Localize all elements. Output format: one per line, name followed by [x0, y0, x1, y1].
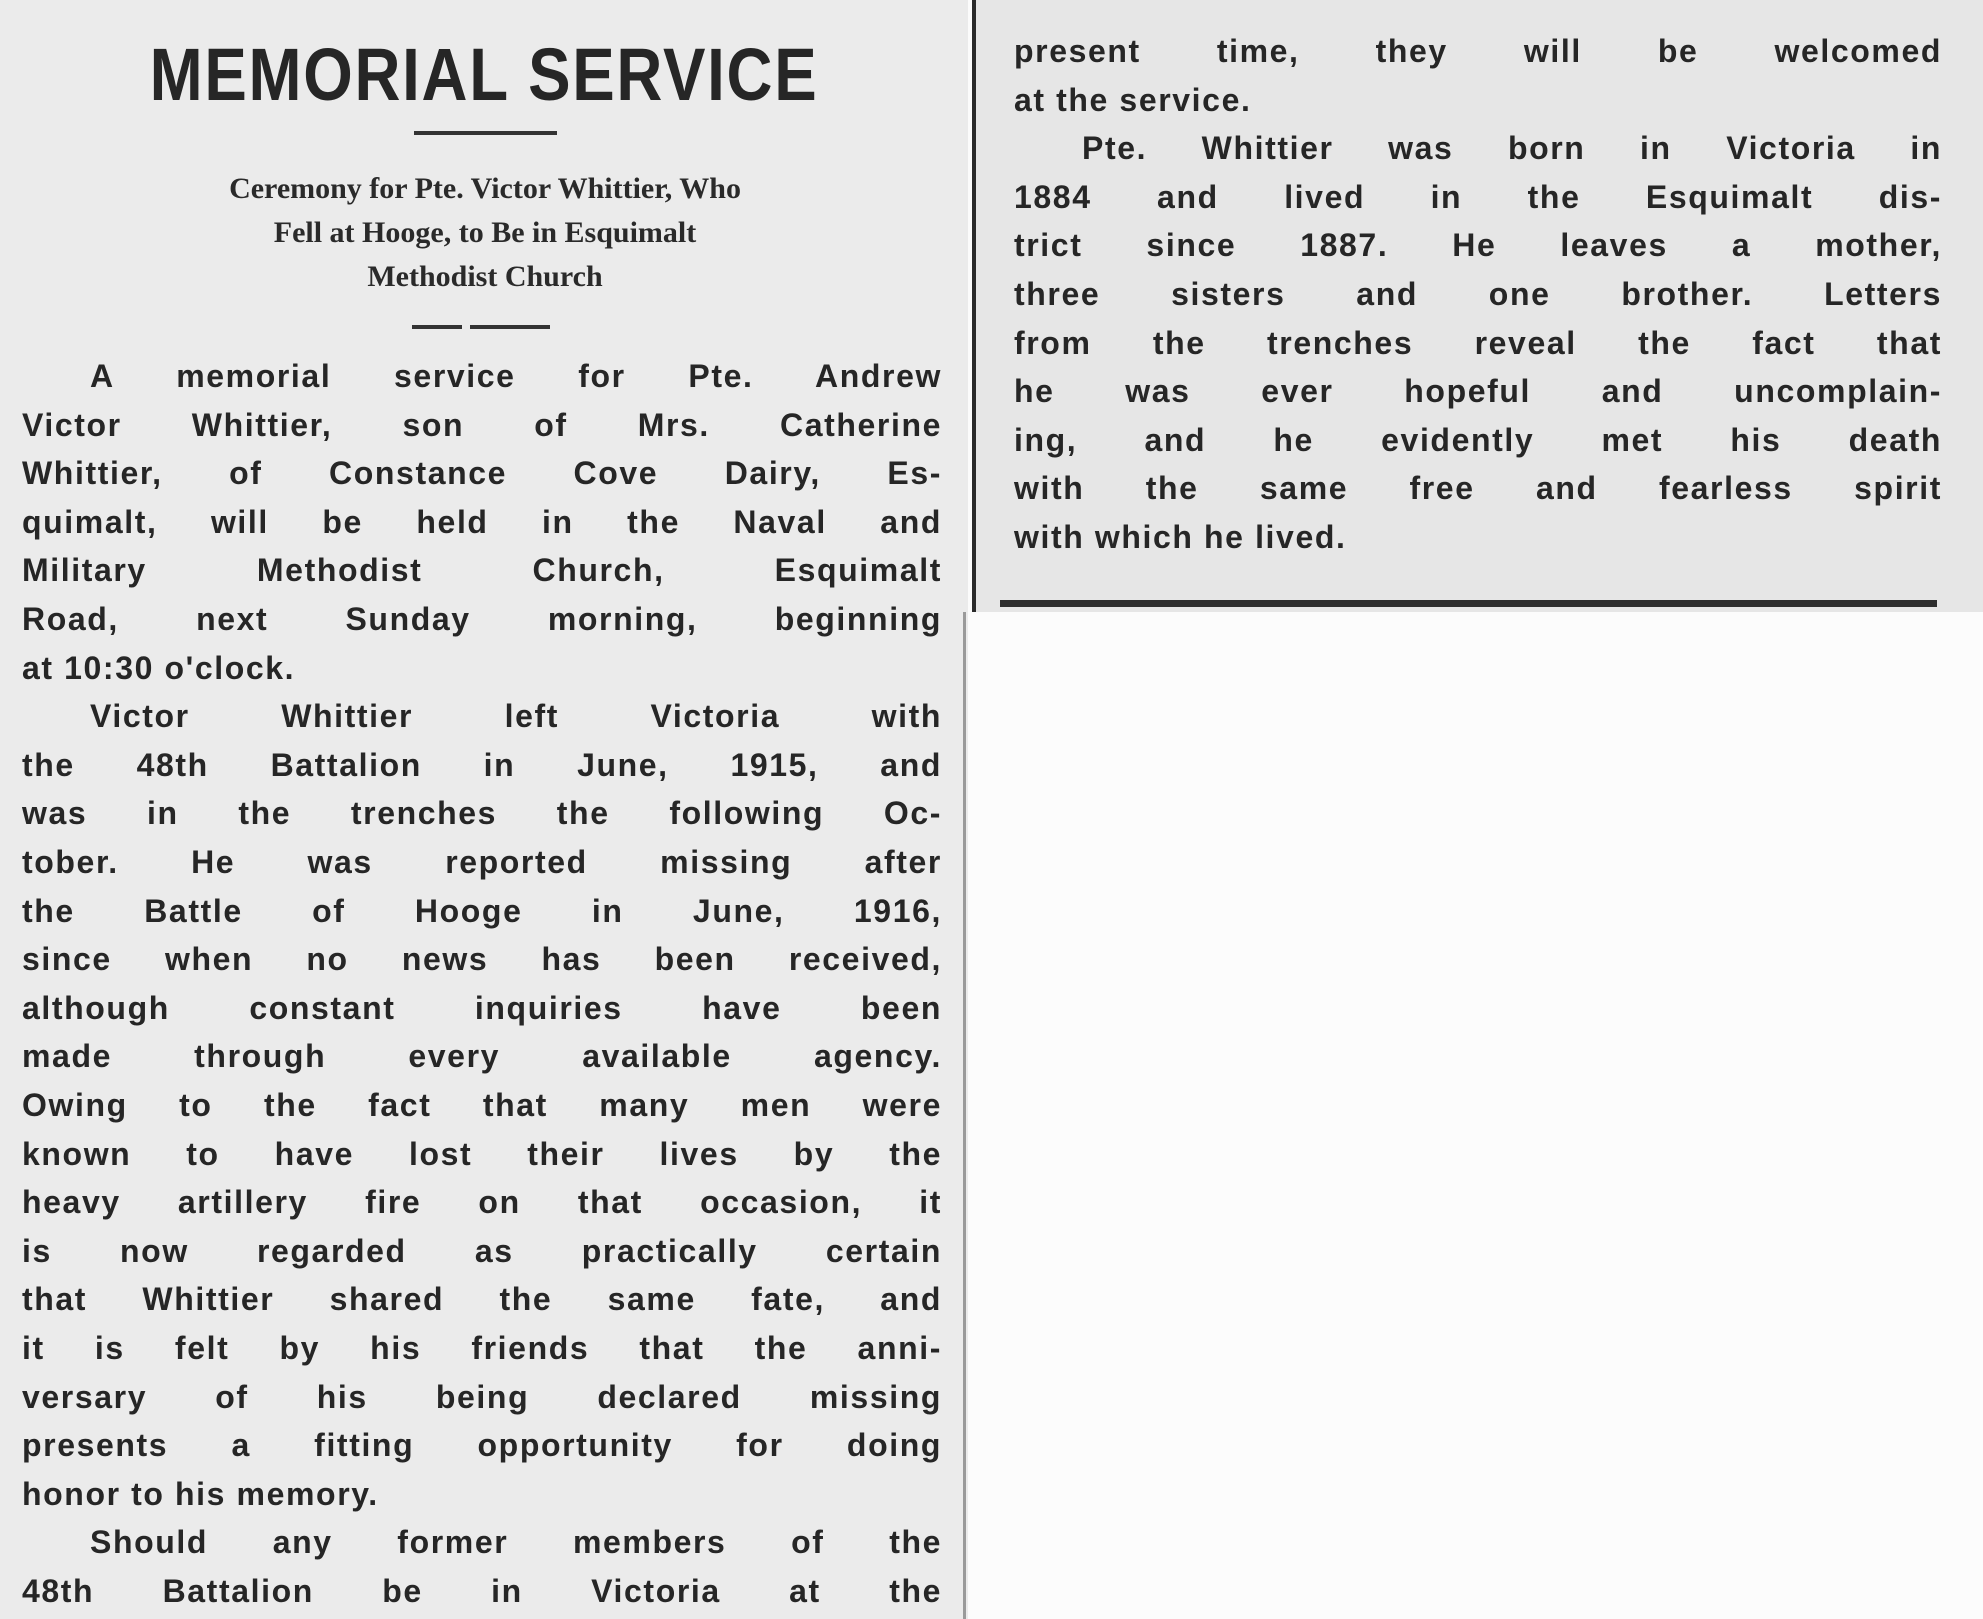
- article-text-line: is now regarded as practically certain: [22, 1232, 942, 1269]
- article-text-line: tober. He was reported missing after: [22, 844, 942, 880]
- article-text-line: three sisters and one brother. Letters: [1014, 276, 1942, 312]
- column-divider: [972, 0, 976, 612]
- subheadline-line: Fell at Hooge, to Be in Esquimalt: [273, 216, 697, 249]
- article-text-line: at 10:30 o'clock.: [22, 649, 296, 686]
- article-text-line: quimalt, will be held in the Naval and: [22, 503, 942, 540]
- article-text-line: present time, they will be welcomed: [1014, 33, 1942, 69]
- article-text-line: although constant inquiries have been: [22, 989, 942, 1026]
- article-text-line: since when no news has been received,: [22, 941, 942, 978]
- article-text-line: made through every available agency.: [22, 1038, 942, 1075]
- article-text-line: versary of his being declared missing: [22, 1378, 942, 1415]
- article-end-rule: [1000, 600, 1937, 607]
- article-text-line: the 48th Battalion in June, 1915, and: [22, 746, 942, 783]
- article-text-line: Whittier, of Constance Cove Dairy, Es-: [22, 455, 942, 492]
- article-text-line: Victor Whittier left Victoria with: [90, 698, 942, 735]
- article-text-line: from the trenches reveal the fact that: [1014, 324, 1942, 361]
- blank-paper-area: [968, 612, 1983, 1619]
- headline: MEMORIAL SERVICE: [149, 33, 819, 116]
- subheadline-line: Methodist Church: [367, 260, 603, 293]
- article-text-line: 48th Battalion be in Victoria at the: [22, 1573, 942, 1609]
- article-text-line: it is felt by his friends that the anni-: [22, 1330, 942, 1366]
- article-text-line: with the same free and fearless spirit: [1014, 470, 1942, 507]
- subheadline-rule-left: [412, 325, 462, 329]
- subheadline-rule-right: [470, 325, 550, 329]
- headline-rule: [414, 131, 557, 135]
- article-text-line: with which he lived.: [1014, 519, 1347, 555]
- article-text-line: at the service.: [1014, 81, 1252, 118]
- article-text-line: Victor Whittier, son of Mrs. Catherine: [22, 406, 942, 443]
- article-text-line: A memorial service for Pte. Andrew: [90, 358, 942, 394]
- article-text-line: he was ever hopeful and uncomplain-: [1014, 373, 1942, 410]
- article-text-line: honor to his memory.: [22, 1475, 379, 1512]
- article-text-line: known to have lost their lives by the: [22, 1135, 942, 1172]
- article-text-line: that Whittier shared the same fate, and: [22, 1281, 942, 1318]
- article-text-line: Road, next Sunday morning, beginning: [22, 601, 942, 637]
- article-text-line: was in the trenches the following Oc-: [22, 795, 942, 832]
- article-text-line: 1884 and lived in the Esquimalt dis-: [1014, 178, 1942, 215]
- article-text-line: presents a fitting opportunity for doing: [22, 1427, 942, 1464]
- column-edge: [963, 612, 966, 1619]
- article-text-line: Military Methodist Church, Esquimalt: [22, 552, 942, 589]
- article-text-line: Pte. Whittier was born in Victoria in: [1082, 130, 1942, 167]
- article-text-line: ing, and he evidently met his death: [1014, 421, 1942, 458]
- subheadline-line: Ceremony for Pte. Victor Whittier, Who: [229, 172, 741, 205]
- article-text-line: heavy artillery fire on that occasion, it: [22, 1184, 942, 1221]
- article-text-line: Should any former members of the: [90, 1524, 942, 1561]
- article-text-line: the Battle of Hooge in June, 1916,: [22, 892, 942, 929]
- article-text-line: trict since 1887. He leaves a mother,: [1014, 227, 1942, 264]
- article-text-line: Owing to the fact that many men were: [22, 1087, 942, 1123]
